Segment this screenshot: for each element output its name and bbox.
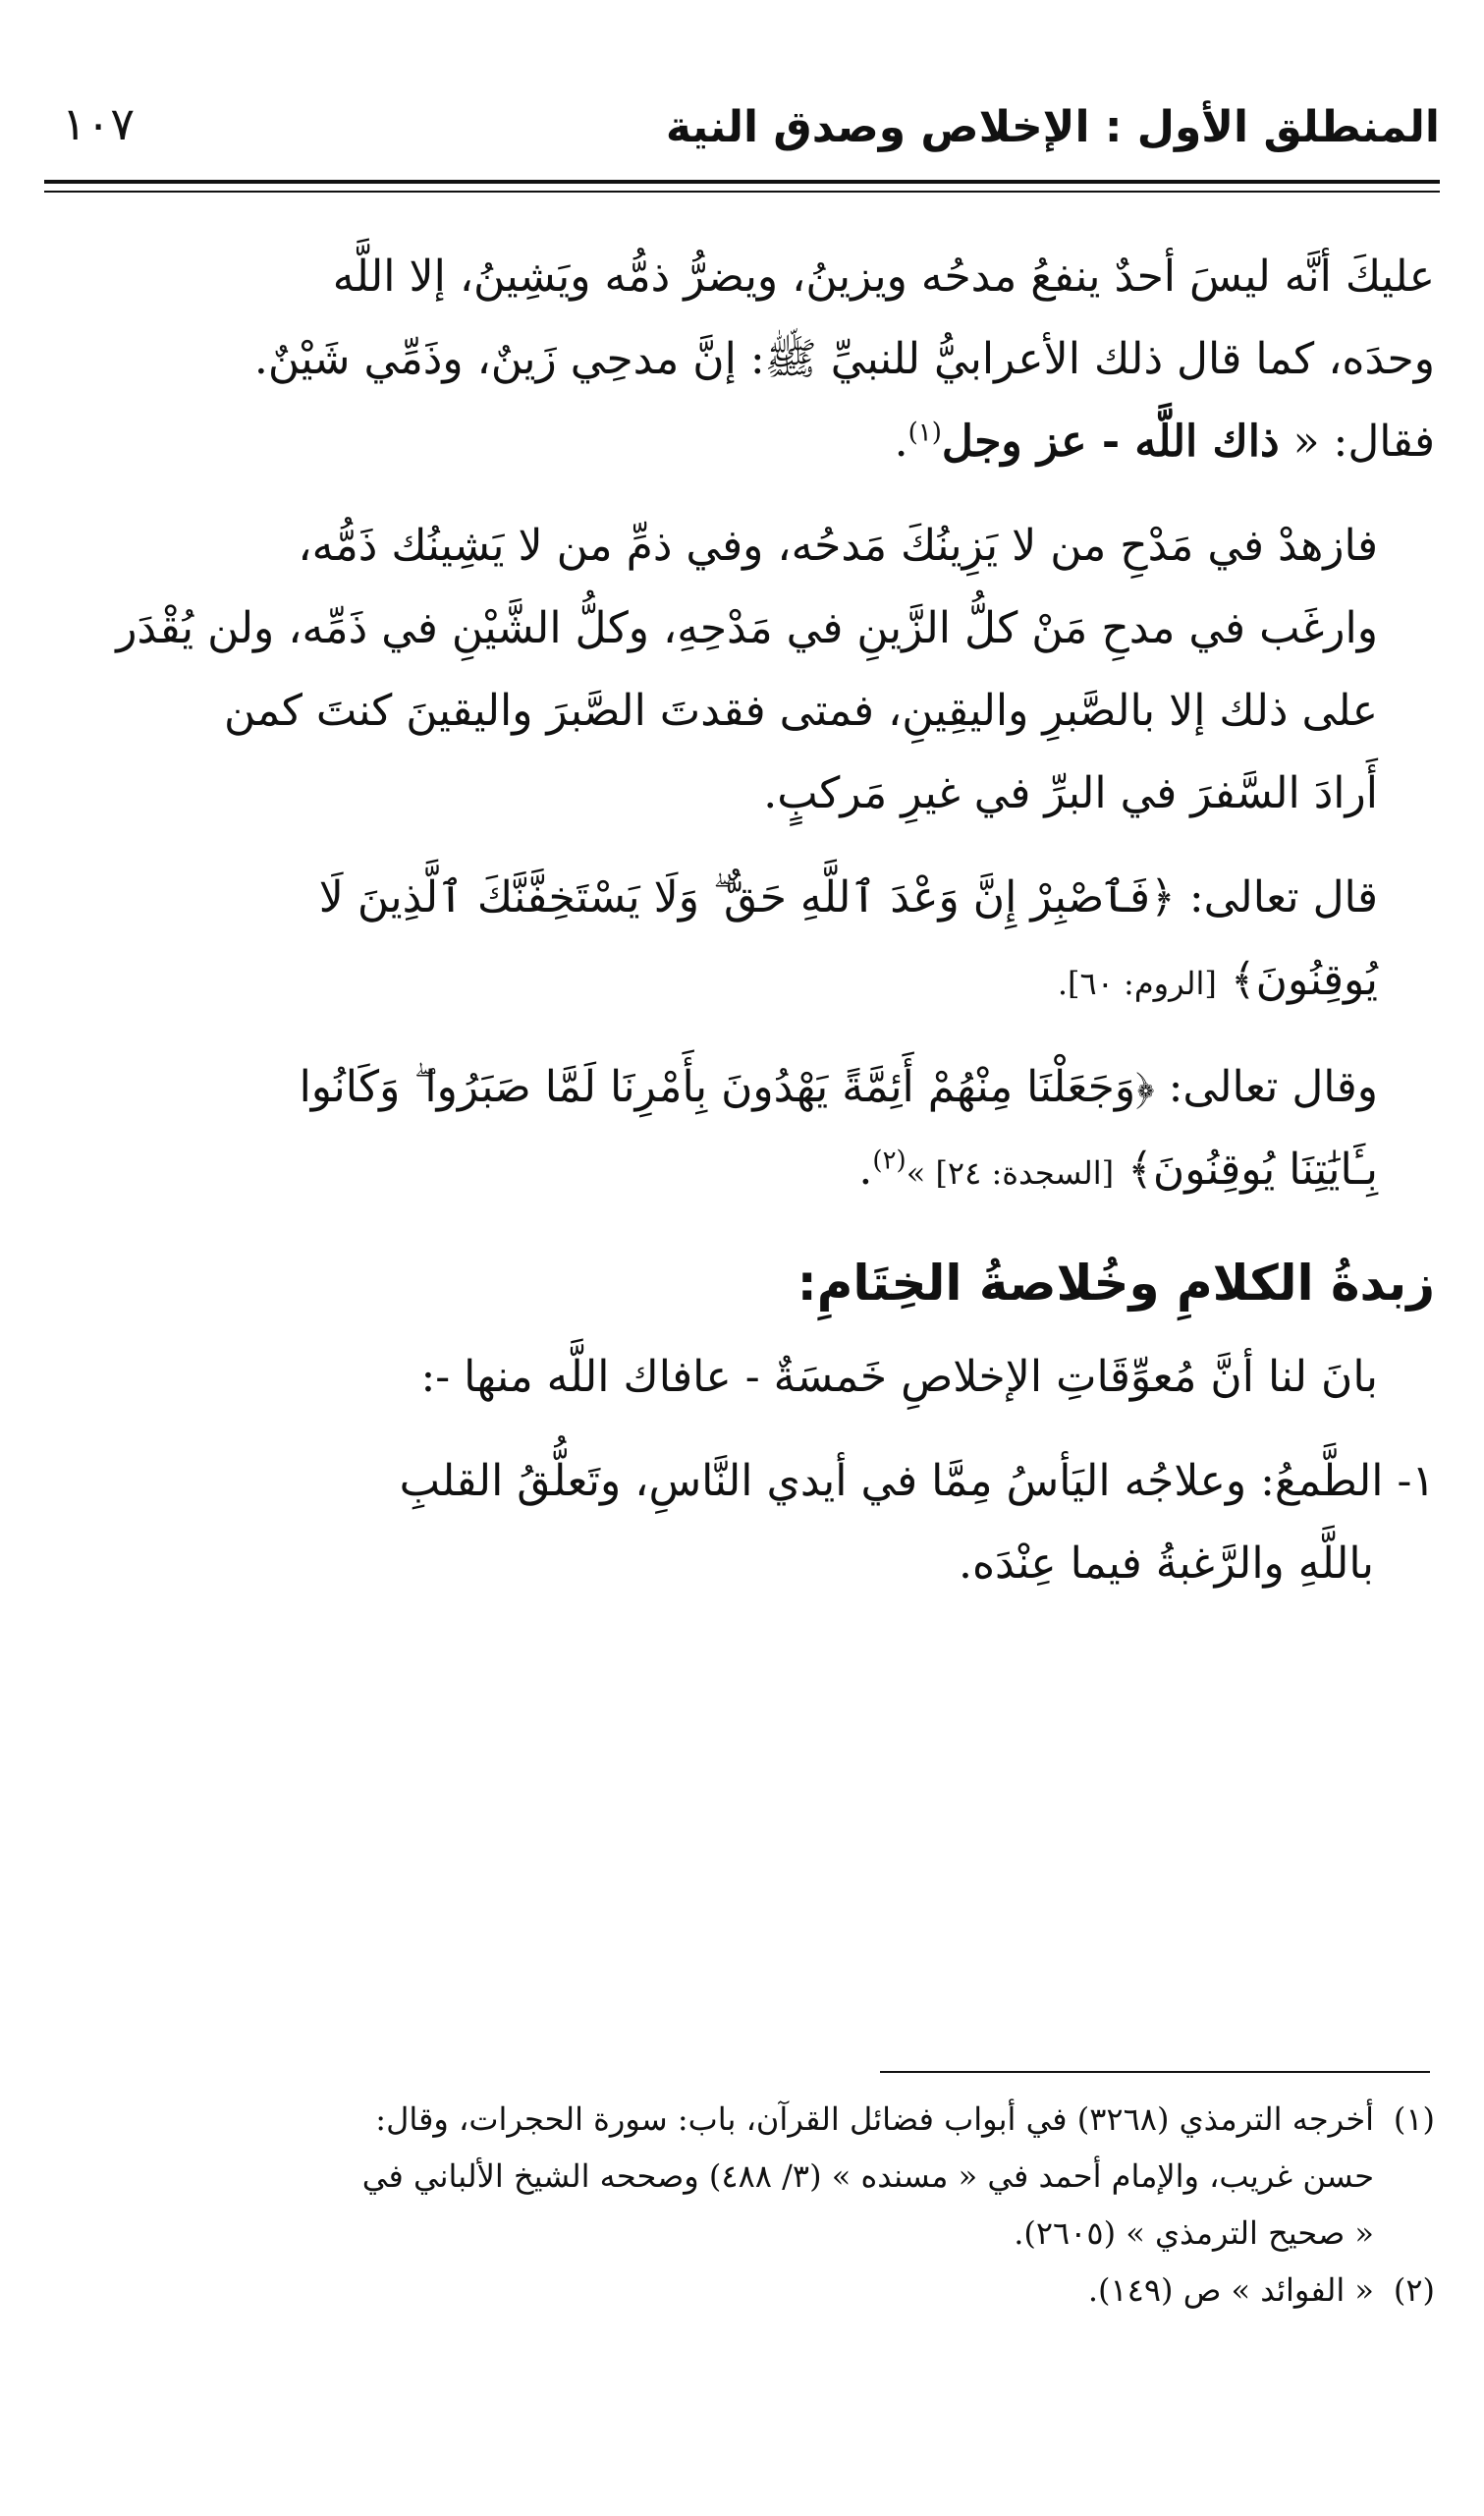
paragraph-1: [49, 236, 1435, 483]
footnote-ref-1[interactable]: (١): [907, 418, 942, 448]
list-item-1: [49, 1440, 1435, 1605]
p2-line-1: فازهدْ في مَدْحِ من لا يَزِينُكَ مَدحُه، وفي ذمِّ من لا يَشِينُك ذَمُّه،: [298, 521, 1378, 571]
item1-line-2: باللَّهِ والرَّغبةُ فيما عِنْدَه.: [958, 1538, 1374, 1589]
section-heading: زبدةُ الكلامِ وخُلاصةُ الخِتَامِ:: [797, 1255, 1435, 1312]
footnote-1-line-3: « صحيح الترمذي » (٢٦٠٥).: [1014, 2214, 1374, 2252]
running-title: المنطلق الأول : الإخلاص وصدق النية: [665, 102, 1440, 152]
footnote-1-line-1: أخرجه الترمذي (٣٢٦٨) في أبواب فضائل القرآن، باب: سورة الحجرات، وقال:: [375, 2100, 1374, 2138]
p3-line-2: يُوقِنُونَ﴾: [1230, 955, 1378, 1005]
page-number: ١٠٧: [62, 97, 136, 150]
p4-line-1: وقال تعالى: ﴿وَجَعَلْنَا مِنْهُمْ أَئِمَّةً يَهْدُونَ بِأَمْرِنَا لَمَّا صَبَرُوا ۖ وَكَانُوا: [299, 1062, 1378, 1112]
page-header: [44, 90, 1440, 169]
footnote-2-text: « الفوائد » ص (١٤٩).: [1087, 2271, 1374, 2309]
p1-line-3-suffix: .: [894, 417, 908, 467]
section-intro-text: بانَ لنا أنَّ مُعوِّقَاتِ الإخلاصِ خَمسَةٌ - عافاك اللَّه منها -:: [420, 1352, 1378, 1402]
item1-line-1: ١- الطَّمعُ: وعلاجُه اليَأسُ مِمَّا في أيدي النَّاسِ، وتَعلُّقُ القلبِ: [399, 1456, 1435, 1506]
main-text: [49, 236, 1435, 1627]
footnote-2-label: (٢): [1393, 2271, 1435, 2309]
p2-line-3: على ذلك إلا بالصَّبرِ واليقِينِ، فمتى فقدتَ الصَّبرَ واليقينَ كنتَ كمن: [224, 686, 1378, 736]
footnote-separator: [880, 2071, 1430, 2073]
p2-line-2: وارغَب في مدحِ مَنْ كلُّ الزَّينِ في مَدْحِهِ، وكلُّ الشَّيْنِ في ذَمِّه، ولن يُقْدَر: [116, 603, 1378, 653]
p2-line-4: أَرادَ السَّفرَ في البرِّ في غيرِ مَركبٍ.: [763, 768, 1378, 818]
header-rule-thick: [44, 180, 1440, 184]
p4-line-2: بِـَٔايَٰتِنَا يُوقِنُونَ﴾: [1127, 1145, 1378, 1195]
footnote-1-label: (١): [1393, 2100, 1435, 2138]
section-intro: [49, 1336, 1435, 1419]
quran-ref-rum: [الروم: ٦٠].: [1057, 965, 1217, 1002]
header-rule-thin: [44, 191, 1440, 193]
footnotes: [49, 2091, 1435, 2319]
p1-line-3-prefix: فقال: «: [1279, 417, 1435, 467]
paragraph-2: [49, 505, 1435, 835]
footnote-1-line-2: حسن غريب، والإمام أحمد في « مسنده » (٣/ ٤٨٨) وصححه الشيخ الألباني في: [361, 2157, 1374, 2195]
p3-line-1: قال تعالى: ﴿فَٱصْبِرْ إِنَّ وَعْدَ ٱللَّهِ حَقٌّ ۖ وَلَا يَسْتَخِفَّنَّكَ ٱلَّذِينَ لَا: [318, 872, 1378, 923]
paragraph-3-quran: [49, 857, 1435, 1025]
p4-suffix: .: [858, 1145, 873, 1195]
p1-line-1: عليكَ أنَّه ليسَ أحدٌ ينفعُ مدحُه ويزينُ، ويضرُّ ذمُّه ويَشِينُ، إلا اللَّه: [332, 252, 1435, 302]
quran-ref-sajda: [السجدة: ٢٤] »: [906, 1154, 1115, 1192]
p1-quote-bold: ذاك اللَّه - عز وجل: [941, 417, 1280, 467]
paragraph-4-quran: [49, 1046, 1435, 1214]
p1-line-2: وحدَه، كما قال ذلك الأعرابيُّ للنبيِّ ﷺ: إنَّ مدحِي زَينٌ، وذَمِّي شَيْنٌ.: [253, 334, 1435, 384]
footnote-1: [49, 2091, 1435, 2262]
footnote-ref-2[interactable]: (٢): [872, 1146, 907, 1176]
footnote-2: [49, 2262, 1435, 2319]
